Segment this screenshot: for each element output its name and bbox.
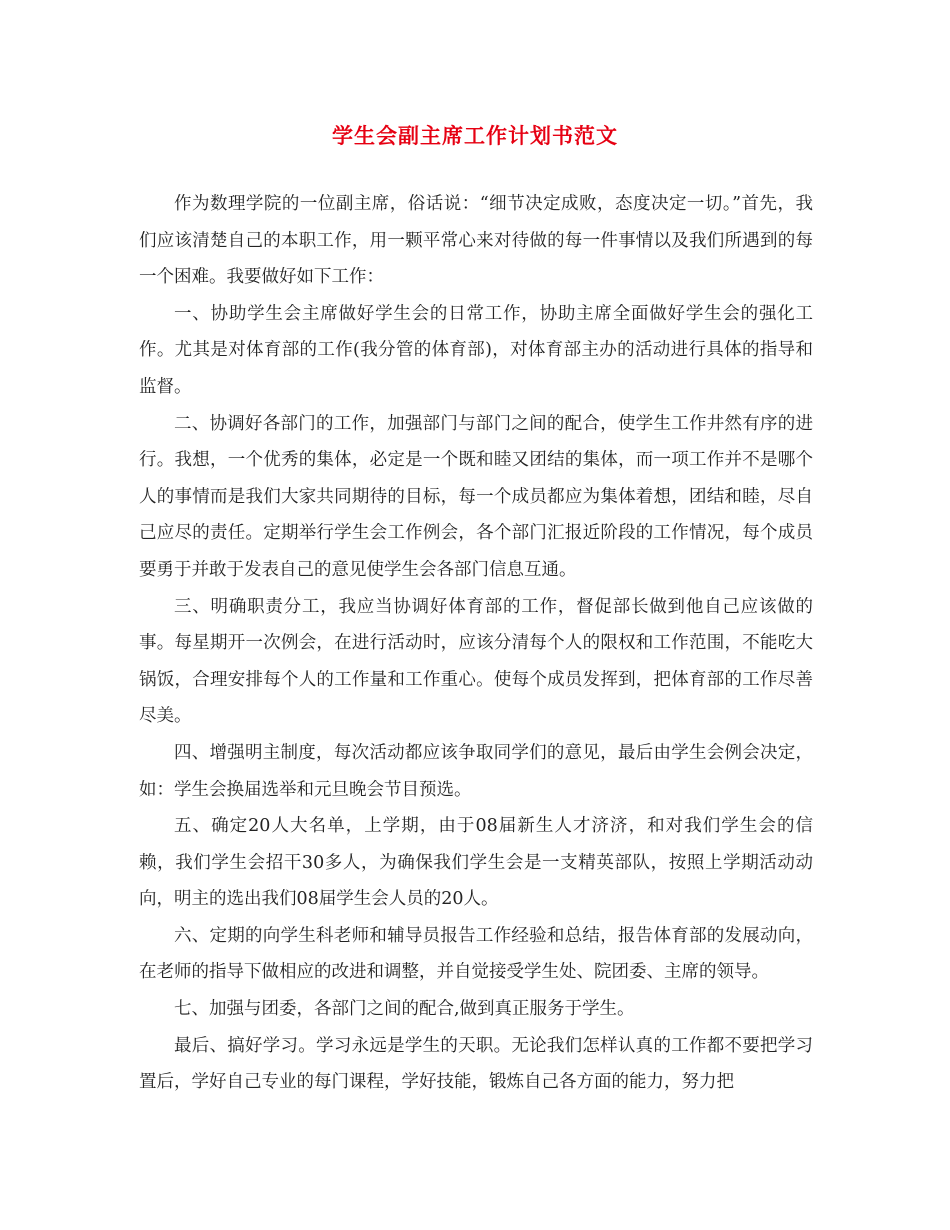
paragraph-item-1: 一、协助学生会主席做好学生会的日常工作，协助主席全面做好学生会的强化工作。尤其是对体育部的工作(我分管的体育部)，对体育部主办的活动进行具体的指导和监督。 [139,303,813,397]
paragraph-item-4: 四、增强明主制度，每次活动都应该争取同学们的意见，最后由学生会例会决定，如：学生会换届选举和元旦晚会节目预选。 [139,742,813,800]
document-body [139,186,813,1101]
paragraph-intro: 作为数理学院的一位副主席，俗话说：“细节决定成败，态度决定一切。”首先，我们应该清楚自己的本职工作，用一颗平常心来对待做的每一件事情以及我们所遇到的每一个困难。我要做好如下工作： [139,194,813,288]
paragraph-final: 最后、搞好学习。学习永远是学生的天职。无论我们怎样认真的工作都不要把学习置后，学好自己专业的每门课程，学好技能，锻炼自己各方面的能力，努力把 [139,1035,813,1093]
paragraph-item-7: 七、加强与团委，各部门之间的配合,做到真正服务于学生。 [174,999,635,1020]
document-title: 学生会副主席工作计划书范文 [332,123,618,148]
paragraph-item-5: 五、确定20人大名单，上学期，由于08届新生人才济济，和对我们学生会的信赖，我们学生会招干30多人，为确保我们学生会是一支精英部队，按照上学期活动动向，明主的选出我们08届学生会人员的20人。 [139,816,813,910]
paragraph-item-2: 二、协调好各部门的工作，加强部门与部门之间的配合，使学生工作井然有序的进行。我想，一个优秀的集体，必定是一个既和睦又团结的集体，而一项工作并不是哪个人的事情而是我们大家共同期待的目标，每一个成员都应为集体着想，团结和睦，尽自己应尽的责任。定期举行学生会工作例会，各个部门汇报近阶段的工作情况，每个成员要勇于并敢于发表自己的意见使学生会各部门信息互通。 [139,413,813,580]
paragraph-item-3: 三、明确职责分工，我应当协调好体育部的工作，督促部长做到他自己应该做的事。每星期开一次例会，在进行活动时，应该分清每个人的限权和工作范围，不能吃大锅饭，合理安排每个人的工作量和工作重心。使每个成员发挥到，把体育部的工作尽善尽美。 [139,596,813,727]
paragraph-item-6: 六、定期的向学生科老师和辅导员报告工作经验和总结，报告体育部的发展动向，在老师的指导下做相应的改进和调整，并自觉接受学生处、院团委、主席的领导。 [139,925,813,983]
